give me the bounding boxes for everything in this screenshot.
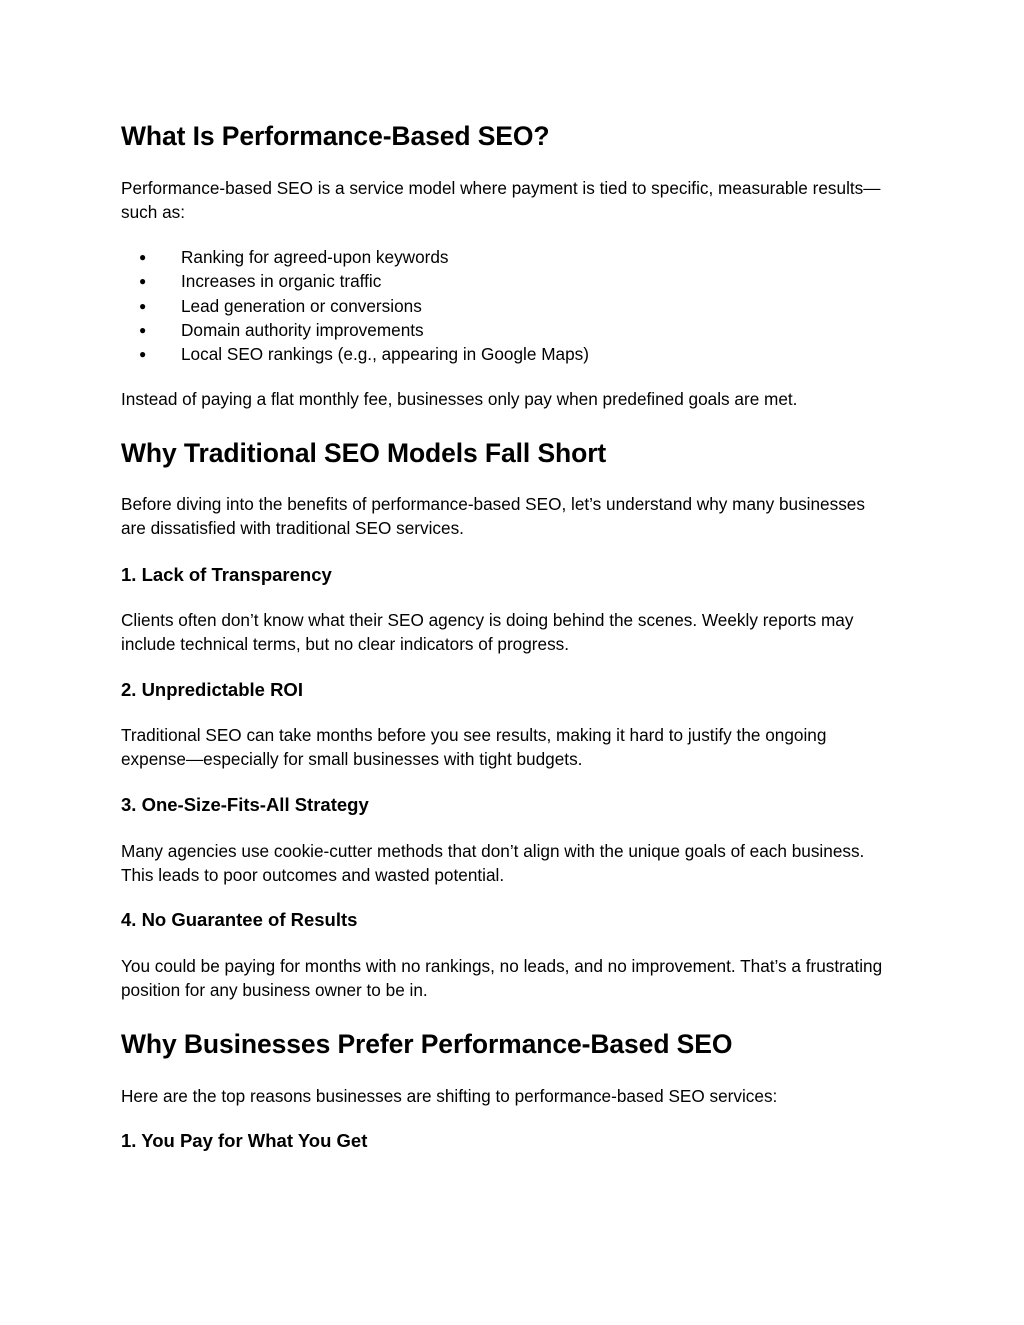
list-item: ● Domain authority improvements — [121, 318, 891, 342]
list-item: ● Ranking for agreed-upon keywords — [121, 245, 891, 269]
paragraph-block — [121, 954, 891, 1003]
subheading-block — [121, 908, 891, 932]
subheading-block — [121, 563, 891, 587]
list-item: ● Lead generation or conversions — [121, 294, 891, 318]
bullet-list-block — [121, 245, 891, 366]
subheading-block — [121, 793, 891, 817]
paragraph: Instead of paying a flat monthly fee, businesses only pay when predefined goals are met. — [121, 389, 798, 409]
paragraph-block — [121, 723, 891, 772]
bullet-list — [121, 245, 891, 366]
section-intro-paragraph — [121, 492, 891, 541]
bullet-icon: ● — [139, 347, 147, 362]
list-item: ● Local SEO rankings (e.g., appearing in Google Maps) — [121, 342, 891, 366]
subheading: 1. You Pay for What You Get — [121, 1130, 368, 1151]
subheading-block — [121, 678, 891, 702]
paragraph: Performance-based SEO is a service model where payment is tied to specific, measurable results—such as: — [121, 178, 881, 223]
section-why-traditional-falls-short — [121, 437, 891, 469]
subheading: 3. One-Size-Fits-All Strategy — [121, 794, 369, 815]
paragraph-block — [121, 839, 891, 888]
paragraph: Many agencies use cookie-cutter methods that don’t align with the unique goals of each business. This leads to poor outcomes and wasted potential. — [121, 841, 865, 886]
paragraph: Here are the top reasons businesses are shifting to performance-based SEO services: — [121, 1086, 778, 1106]
list-item: ● Increases in organic traffic — [121, 269, 891, 293]
bullet-icon: ● — [139, 298, 147, 313]
section-outro-paragraph — [121, 387, 891, 411]
paragraph-block — [121, 608, 891, 657]
subheading: 4. No Guarantee of Results — [121, 909, 358, 930]
subheading: 1. Lack of Transparency — [121, 564, 332, 585]
paragraph: Clients often don’t know what their SEO agency is doing behind the scenes. Weekly reports may include technical terms, but no clear indicators of progress. — [121, 610, 854, 655]
bullet-icon: ● — [139, 274, 147, 289]
subheading-block — [121, 1129, 891, 1153]
paragraph: Before diving into the benefits of performance-based SEO, let’s understand why many businesses are dissatisfied with traditional SEO services. — [121, 494, 865, 539]
section-heading: Why Traditional SEO Models Fall Short — [121, 438, 607, 468]
paragraph: You could be paying for months with no rankings, no leads, and no improvement. That’s a frustrating position for any business owner to be in. — [121, 956, 883, 1001]
section-intro-paragraph — [121, 176, 891, 225]
bullet-icon: ● — [139, 250, 147, 264]
section-heading: What Is Performance-Based SEO? — [121, 121, 550, 151]
section-heading: Why Businesses Prefer Performance-Based SEO — [121, 1029, 733, 1059]
section-intro-paragraph — [121, 1084, 891, 1108]
paragraph: Traditional SEO can take months before you see results, making it hard to justify the ongoing expense—especially for small businesses with tight budgets. — [121, 725, 827, 770]
bullet-icon: ● — [139, 322, 147, 337]
section-what-is-performance-seo — [121, 120, 891, 152]
subheading: 2. Unpredictable ROI — [121, 679, 303, 700]
section-why-prefer-performance-seo — [121, 1028, 891, 1060]
